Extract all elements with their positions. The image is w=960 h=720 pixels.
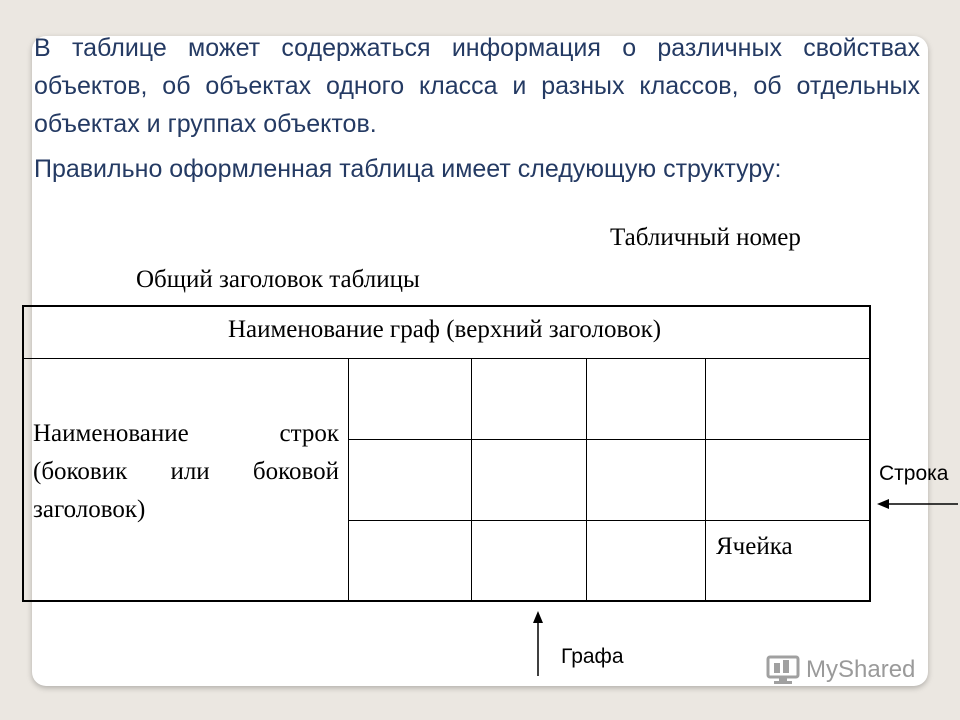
table-col-divider (471, 358, 472, 600)
table-row-divider (348, 439, 869, 440)
column-pointer-label: Графа (561, 645, 624, 668)
row-header-label: Наименование строк (боковик или боковой заголовок) (33, 420, 339, 523)
table-col-divider (348, 358, 349, 600)
column-header-label: Наименование граф (верхний заголовок) (227, 316, 662, 343)
table-col-divider (705, 358, 706, 600)
monitor-icon (766, 655, 800, 685)
table-col-divider (586, 358, 587, 600)
general-title-label: Общий заголовок таблицы (136, 266, 420, 293)
row-pointer-label: Строка (879, 462, 949, 485)
table-row-divider (348, 520, 869, 521)
table-number-label: Табличный номер (610, 224, 801, 251)
structure-paragraph: Правильно оформленная таблица имеет следующую структуру: (34, 155, 782, 183)
table-header-divider (22, 358, 869, 359)
watermark-logo (766, 655, 915, 685)
cell-label: Ячейка (716, 533, 793, 560)
watermark-text: MyShared (806, 656, 916, 683)
intro-paragraph: В таблице может содержаться информация о различных свойствах объектов, об объектах одного класса и разных классов, об отдельных объектах и группах объектов. (34, 34, 920, 138)
